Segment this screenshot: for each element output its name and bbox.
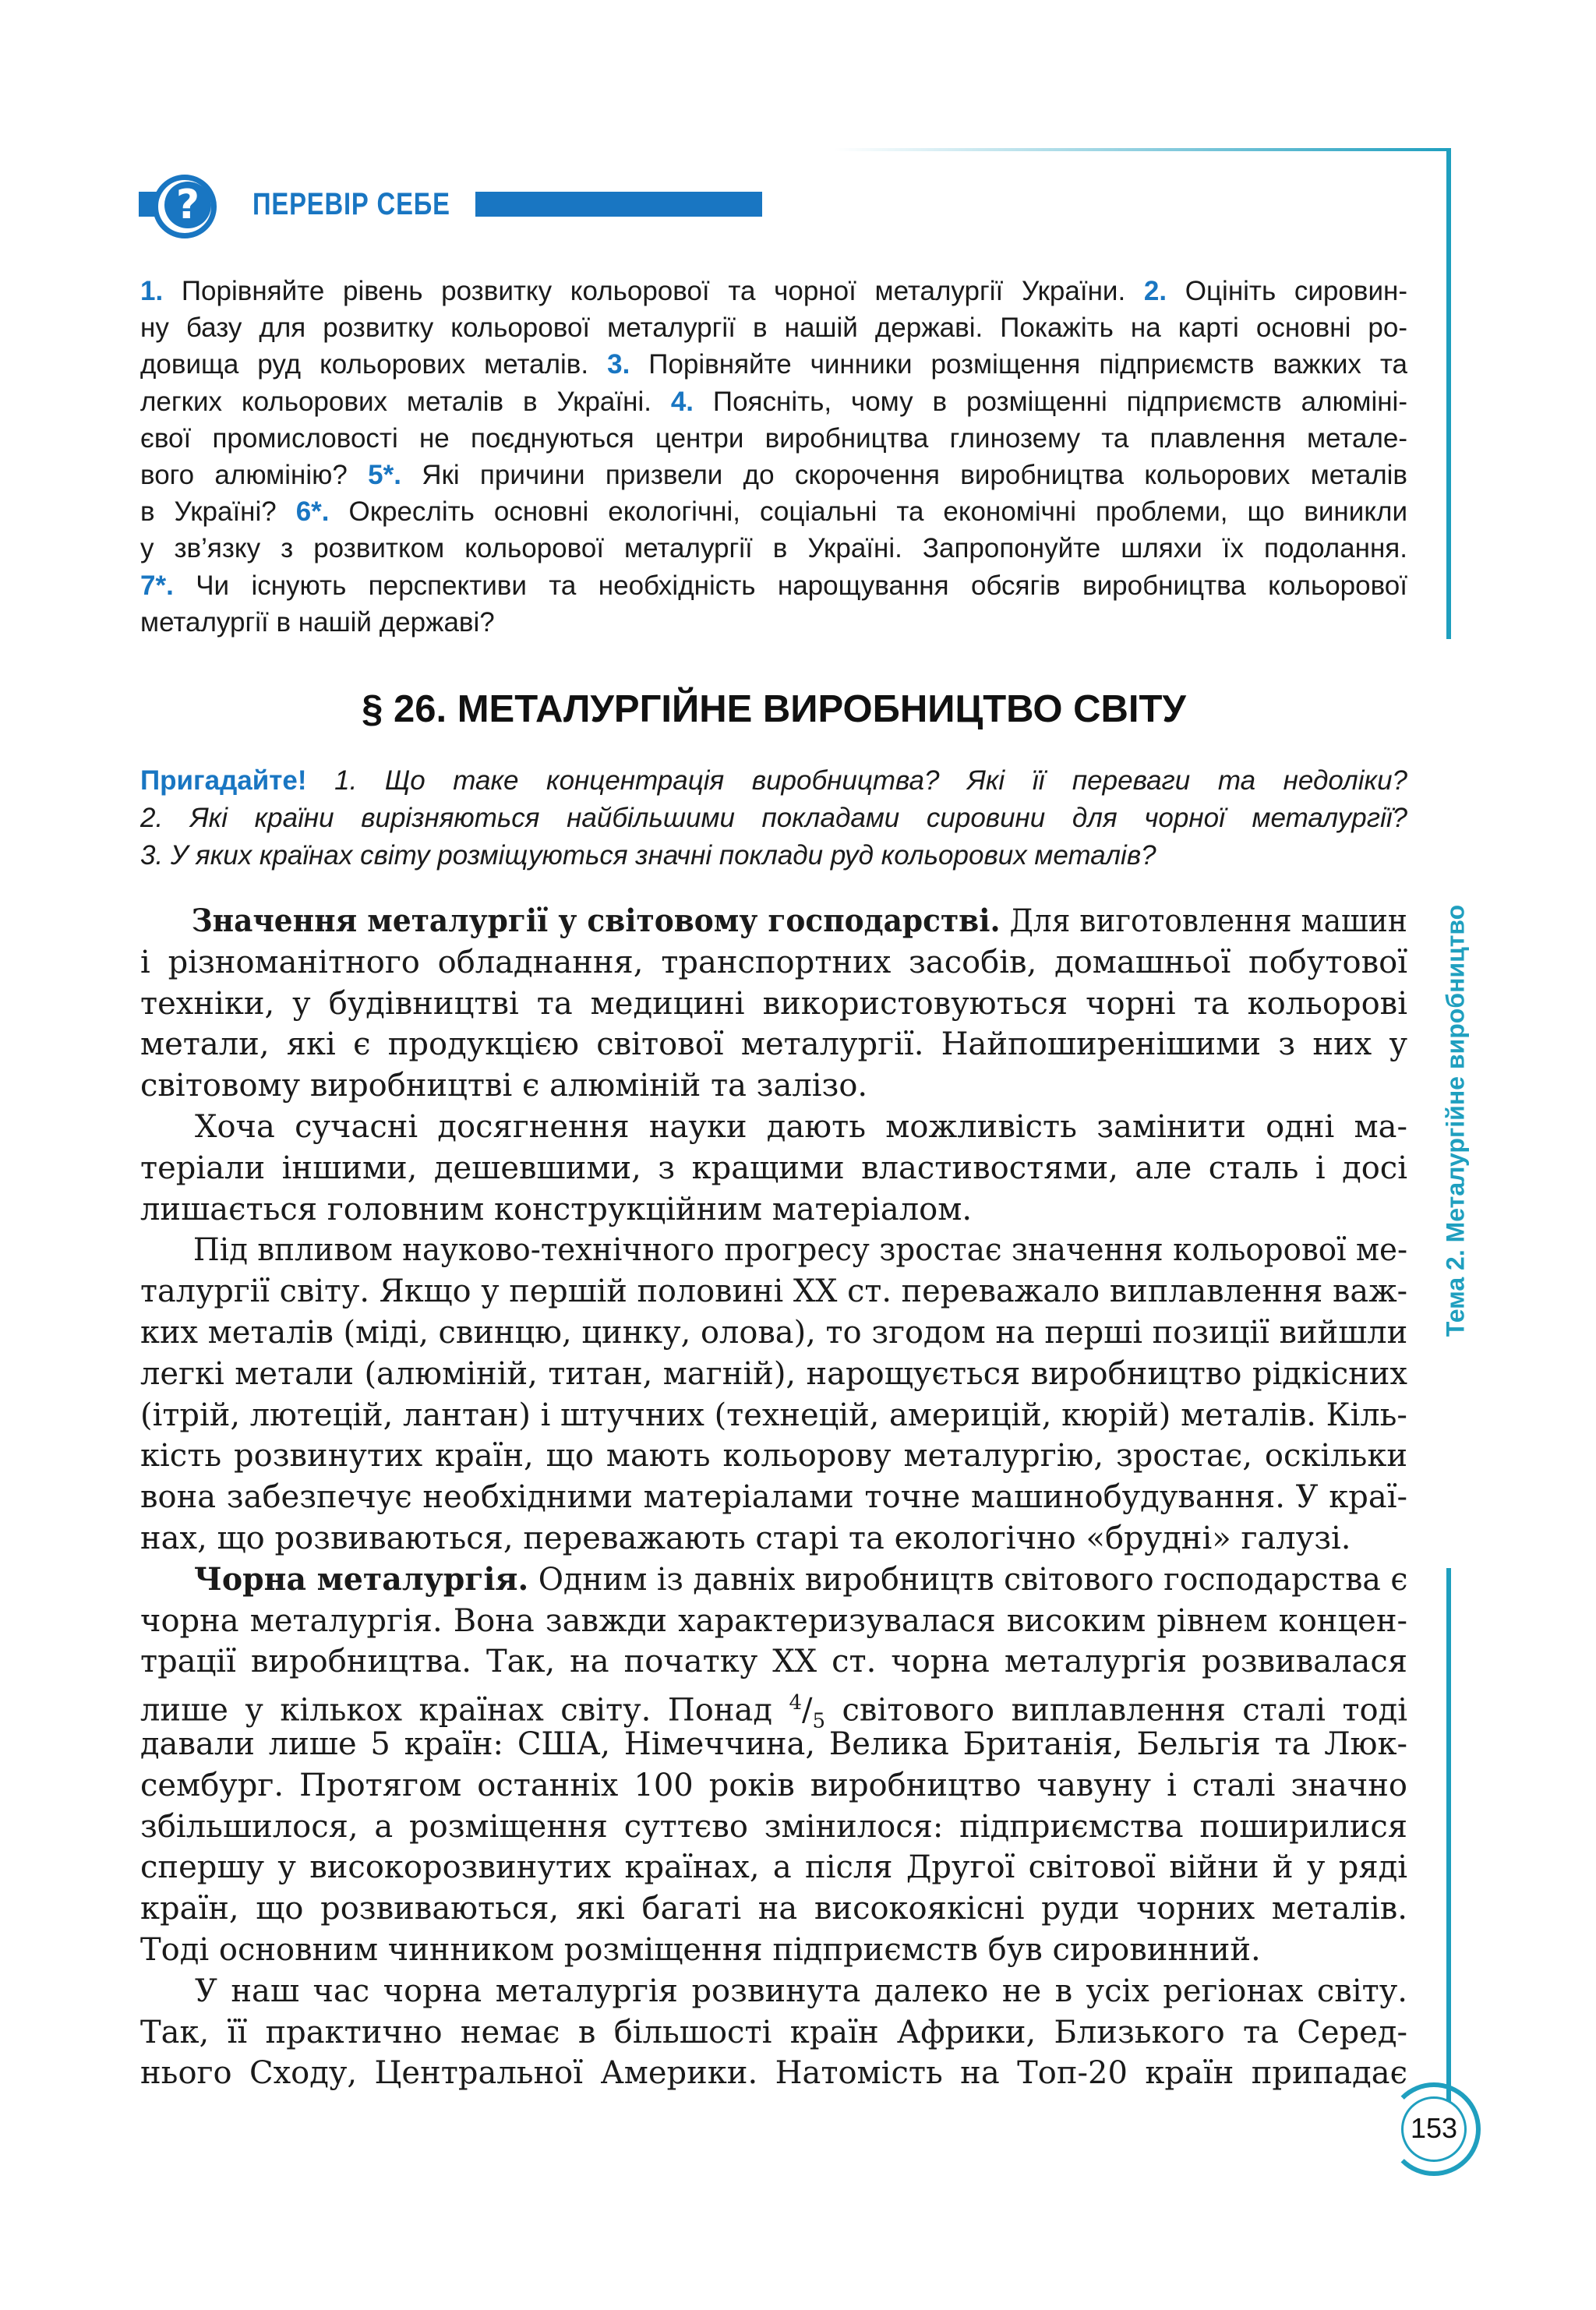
question-text: Окресліть основні екологічні, соціальні та економічні проблеми, що виникли (329, 496, 1407, 528)
body-text (140, 901, 1407, 2094)
paragraph-line: техніки, у будівництві та медицині використовуються чорні та кольорові (140, 985, 1407, 1022)
paragraph-line: спершу у високорозвинутих країнах, а після Другої світової війни й у ряді (140, 1849, 1407, 1886)
paragraph-line: талургії світу. Якщо у першій половині XX ст. переважало виплавлення важ- (140, 1273, 1408, 1310)
question-line (140, 346, 1407, 383)
question-number: 6*. (295, 496, 330, 528)
paragraph-heading: Чорна металургія. (193, 1560, 529, 1598)
recall-label: Пригадайте! (140, 765, 307, 796)
question-line (140, 457, 1407, 493)
question-text: Оцініть сировин- (1167, 276, 1407, 306)
paragraph-line: Значення металургії у світовому господарстві. Для виготовлення машин (191, 902, 1407, 939)
question-text: Поясніть, чому в розміщенні підприємств алюміні- (694, 386, 1407, 417)
side-topic-label: Тема 2. Металургійне виробництво (1441, 904, 1470, 1337)
paragraph-line: лише у кількох країнах світу. Понад $^4/_5$ світового виплавлення сталі тоді (140, 1691, 1407, 1733)
question-line (140, 493, 1407, 530)
paragraph-line: Чорна металургія. Одним із давніх виробництв світового господарства є (193, 1560, 1408, 1598)
question-text: легких кольорових металів в Україні. (140, 386, 671, 417)
paragraph-line: сембург. Протягом останніх 100 років виробництво чавуну і сталі значно (140, 1767, 1407, 1803)
question-line (140, 567, 1407, 604)
paragraph-line: чорна металургія. Вона завжди характеризувалася високим рівнем концен- (140, 1602, 1407, 1639)
question-number: 7*. (140, 570, 174, 601)
question-text: вого алюмінію? (140, 459, 369, 490)
fraction-denominator: 5 (812, 1709, 826, 1733)
question-text: євої промисловості не поєднуються центри виробництва глинозему та плавлення метале- (140, 422, 1407, 454)
right-decorative-line-lower (1446, 1568, 1451, 2120)
paragraph-line: збільшилося, а розміщення суттєво змінилося: підприємства поширилися (140, 1808, 1407, 1845)
fraction-numerator: 4 (789, 1691, 803, 1715)
paragraph-line: теріали іншими, дешевшими, з кращими властивостями, але сталь і досі (140, 1150, 1407, 1186)
paragraph-line: легкі метали (алюміній, титан, магній), нарощується виробництво рідкісних (140, 1355, 1407, 1392)
question-line (140, 273, 1407, 309)
recall-line: 2. Які країни вирізняються найбільшими покладами сировини для чорної металургії? (140, 803, 1407, 833)
paragraph-line: країн, що розвиваються, які багаті на високоякісні руди чорних металів. (140, 1891, 1407, 1927)
question-line (140, 420, 1407, 457)
paragraph-line: (ітрій, лютецій, лантан) і штучних (технецій, америцій, кюрій) металів. Кіль- (140, 1397, 1407, 1433)
question-number: 3. (607, 349, 630, 380)
question-number: 1. (140, 276, 164, 306)
question-text: ну базу для розвитку кольорової металургії в нашій державі. Покажіть на карті основні ро- (140, 313, 1407, 344)
questions-block (140, 273, 1407, 641)
paragraph-line: світовому виробництві є алюміній та залізо. (140, 1068, 868, 1104)
paragraph-line: нього Сходу, Центральної Америки. Натомість на Топ-20 країн припадає (140, 2055, 1407, 2092)
paragraph-line: Так, її практично немає в більшості країн Африки, Близького та Серед- (140, 2014, 1407, 2050)
paragraph-line: Тоді основним чинником розміщення підприємств був сировинний. (140, 1931, 1261, 1968)
page-number: 153 (1410, 2112, 1458, 2144)
question-text: в Україні? (140, 496, 296, 528)
paragraph-line: Під впливом науково-технічного прогресу зростає значення кольорової ме- (192, 1232, 1408, 1269)
question-line (140, 530, 1407, 567)
question-line (140, 383, 1407, 420)
question-number: 4. (670, 386, 694, 417)
paragraph-line: вона забезпечує необхідними матеріалами точне машинобудування. У краї- (140, 1479, 1407, 1516)
recall-block (140, 762, 1407, 874)
paragraph-line: трації виробництва. Так, на початку XX ст. чорна металургія розвивалася (140, 1644, 1407, 1680)
section-title: § 26. МЕТАЛУРГІЙНЕ ВИРОБНИЦТВО СВІТУ (362, 688, 1186, 730)
page-number-badge (1387, 2082, 1481, 2176)
paragraph-line: давали лише 5 країн: США, Німеччина, Велика Британія, Бельгія та Люк- (140, 1725, 1407, 1762)
right-decorative-line (1446, 148, 1451, 639)
question-text: Порівняйте чинники розміщення підприємств важких та (630, 349, 1407, 380)
header-bar-right (475, 192, 762, 217)
paragraph-heading: Значення металургії у світовому господарстві. (191, 902, 1001, 939)
question-number: 5*. (368, 459, 401, 490)
paragraph-line: кість розвинутих країн, що мають кольорову металургію, зростає, оскільки (140, 1438, 1407, 1475)
question-line (140, 604, 1407, 641)
question-number: 2. (1143, 276, 1167, 306)
question-text: Які причини призвели до скорочення виробництва кольорових металів (401, 459, 1407, 490)
question-icon: ? (153, 175, 217, 238)
question-text: довища руд кольорових металів. (140, 349, 608, 380)
paragraph-line: нах, що розвиваються, переважають старі та екологічно «брудні» галузі. (140, 1520, 1351, 1556)
question-text: Чи існують перспективи та необхідність нарощування обсягів виробництва кольорової (173, 570, 1407, 601)
recall-line: Пригадайте! 1. Що таке концентрація виробництва? Які її переваги та недоліки? (140, 765, 1407, 796)
top-decorative-line (834, 148, 1449, 151)
check-yourself-header (139, 181, 762, 228)
question-text: у зв’язку з розвитком кольорової металургії в Україні. Запропонуйте шляхи їх подолання. (140, 533, 1407, 564)
paragraph-line: У наш час чорна металургія розвинута далеко не в усіх регіонах світу. (195, 1973, 1407, 2009)
paragraph-line: і різноманітного обладнання, транспортних засобів, домашньої побутової (140, 944, 1407, 980)
paragraph-line: метали, які є продукцією світової металургії. Найпоширенішими з них у (140, 1026, 1407, 1063)
paragraph-line: ких металів (міді, свинцю, цинку, олова), то згодом на перші позиції вийшли (140, 1314, 1408, 1351)
paragraph-line: Хоча сучасні досягнення науки дають можливість замінити одні ма- (195, 1108, 1407, 1145)
question-line (140, 309, 1407, 346)
question-text: Порівняйте рівень розвитку кольорової та чорної металургії України. (163, 276, 1144, 306)
recall-line: 3. У яких країнах світу розміщуються значні поклади руд кольорових металів? (140, 840, 1156, 871)
paragraph-line: лишається головним конструкційним матеріалом. (140, 1191, 973, 1227)
header-title: ПЕРЕВІР СЕБЕ (252, 187, 450, 221)
question-text: металургії в нашій державі? (140, 606, 495, 638)
